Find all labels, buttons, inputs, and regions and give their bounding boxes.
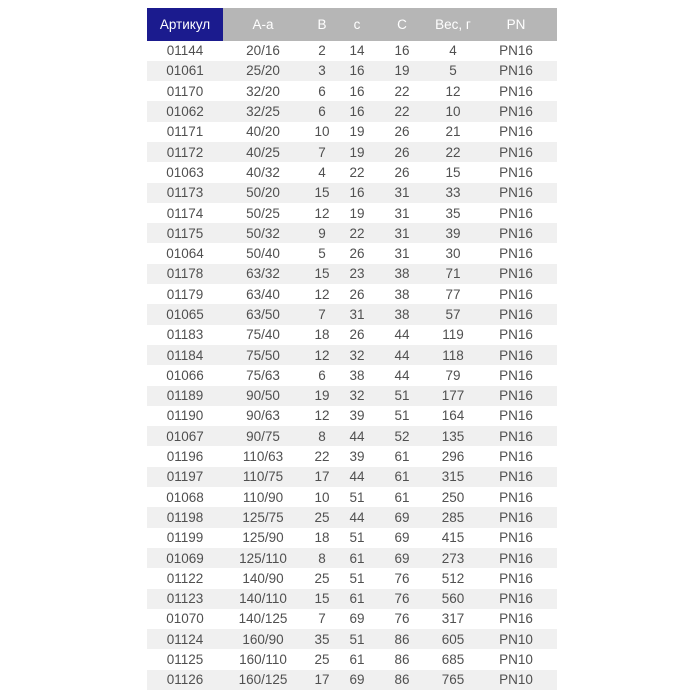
table-cell: 4 [449,43,457,59]
table-cell: 30 [445,246,461,262]
table-cell: 16 [349,63,365,79]
table-cell: 15 [314,185,330,201]
table-row [147,264,557,284]
table-cell: PN10 [499,672,533,688]
table-cell: 76 [394,591,410,607]
table-cell: 01178 [166,266,204,282]
table-cell: 32/20 [246,83,280,99]
table-cell: 01183 [166,327,204,343]
table-cell: 44 [394,327,410,343]
table-cell: 50/32 [246,225,280,241]
table-cell: 22 [394,104,410,120]
table-cell: 63/40 [246,286,280,302]
table-cell: 31 [394,246,410,262]
table-cell: 86 [394,652,410,668]
table-row [147,670,557,690]
table-cell: 01124 [166,631,204,647]
table-cell: 160/90 [242,631,284,647]
table-cell: 76 [394,570,410,586]
table-cell: 18 [314,530,330,546]
table-cell: PN16 [499,104,533,120]
table-cell: 8 [318,550,326,566]
table-cell: 01126 [166,672,204,688]
table-cell: 01175 [166,225,204,241]
table-cell: 77 [445,286,461,302]
table-cell: 26 [394,144,410,160]
table-row [147,142,557,162]
table-cell: 01196 [166,449,204,465]
table-cell: PN16 [499,124,533,140]
table-cell: 10 [314,489,330,505]
table-cell: 17 [314,672,330,688]
table-cell: 12 [314,347,330,363]
table-cell: 140/125 [238,611,288,627]
table-cell: 69 [349,611,365,627]
table-cell: PN16 [499,225,533,241]
table-cell: 5 [449,63,457,79]
table-cell: 25 [314,570,330,586]
table-cell: 31 [394,185,410,201]
table-cell: 22 [314,449,330,465]
table-cell: 69 [349,672,365,688]
table-cell: 5 [318,246,326,262]
table-row [147,101,557,121]
table-cell: PN16 [499,164,533,180]
table-cell: 20/16 [246,43,280,59]
table-cell: 164 [441,408,465,424]
table-cell: 01189 [166,388,204,404]
table-cell: PN16 [499,530,533,546]
table-cell: 01067 [166,428,204,444]
table-cell: PN16 [499,408,533,424]
table-cell: PN16 [499,43,533,59]
table-cell: 177 [441,388,465,404]
table-cell: 22 [349,164,365,180]
table-cell: 12 [314,286,330,302]
table-cell: PN16 [499,83,533,99]
table-cell: 52 [394,428,410,444]
table-cell: 01179 [166,286,204,302]
table-cell: PN16 [499,449,533,465]
table-cell: 01170 [166,83,204,99]
table-cell: 7 [318,611,326,627]
table-row [147,345,557,365]
table-cell: 01064 [166,246,204,262]
table-row [147,41,557,61]
table-cell: 160/110 [239,652,287,668]
table-cell: 71 [445,266,461,282]
table-cell: 285 [441,509,465,525]
table-cell: PN16 [499,286,533,302]
table-cell: PN16 [499,144,533,160]
table-cell: 317 [441,611,465,627]
table-cell: 17 [314,469,330,485]
table-cell: PN16 [499,570,533,586]
table-cell: 15 [445,164,461,180]
table-row [147,183,557,203]
table-cell: PN16 [499,469,533,485]
table-cell: 38 [394,286,410,302]
table-cell: 110/63 [242,449,284,465]
table-cell: 32/25 [246,104,280,120]
table-cell: 685 [441,652,465,668]
fitting-dimensions-table [147,8,557,690]
table-cell: 01172 [166,144,204,160]
table-cell: 01069 [166,550,204,566]
table-cell: 51 [349,530,365,546]
table-cell: 512 [441,570,465,586]
table-cell: 14 [349,43,365,59]
table-cell: 118 [442,347,464,363]
table-cell: 31 [394,225,410,241]
table-cell: 22 [445,144,461,160]
table-cell: 16 [349,83,365,99]
table-cell: 57 [445,307,461,322]
table-cell: 2 [318,43,326,59]
table-body [147,41,557,691]
table-cell: PN16 [499,307,533,322]
table-row [147,406,557,426]
table-cell: PN16 [499,591,533,607]
table-cell: 01065 [166,307,204,322]
table-cell: 140/90 [242,570,284,586]
table-cell: 01173 [166,185,204,201]
table-row [147,528,557,548]
table-cell: PN16 [499,327,533,343]
table-cell: 16 [394,43,410,59]
table-cell: 19 [314,388,330,404]
table-cell: 35 [445,205,461,221]
table-cell: 40/25 [246,144,280,160]
table-cell: 51 [349,570,365,586]
table-row [147,609,557,629]
table-cell: 23 [349,266,365,282]
table-cell: 119 [442,327,464,343]
table-cell: 63/32 [246,266,280,282]
table-cell: 01171 [166,124,204,140]
column-header-article: Артикул [147,8,223,41]
table-cell: 86 [394,672,410,688]
table-cell: PN16 [499,205,533,221]
table-cell: 273 [441,550,465,566]
table-cell: 79 [445,367,461,383]
table-cell: 51 [349,489,365,505]
table-cell: 51 [394,408,410,424]
table-cell: 63/50 [246,307,280,322]
table-cell: 01070 [166,611,204,627]
table-cell: 140/110 [239,591,287,607]
table-cell: 125/110 [239,550,287,566]
table-cell: 44 [394,367,410,383]
table-cell: 765 [441,672,465,688]
table-cell: 44 [349,469,365,485]
table-cell: 01198 [166,509,204,525]
table-row [147,243,557,263]
table-cell: 01063 [166,164,204,180]
table-cell: 6 [318,83,326,99]
table-cell: 61 [394,449,410,465]
table-cell: 26 [394,124,410,140]
table-cell: PN16 [499,347,533,363]
table-row [147,426,557,446]
table-cell: 61 [349,591,365,607]
table-cell: 315 [441,469,465,485]
table-cell: 39 [349,408,365,424]
table-cell: PN16 [499,185,533,201]
table-cell: 40/32 [246,164,280,180]
table-cell: PN16 [499,509,533,525]
table-cell: 296 [441,449,465,465]
table-cell: 10 [314,124,330,140]
column-header-c-big: C [373,8,431,41]
table-cell: 26 [349,246,365,262]
table-cell: 61 [394,489,410,505]
table-row [147,386,557,406]
table-cell: 75/40 [246,327,280,343]
table-cell: 25 [314,509,330,525]
table-cell: 90/75 [246,428,280,444]
table-cell: PN16 [499,388,533,404]
table-row [147,507,557,527]
column-header-pn: PN [475,8,557,41]
table-cell: 25/20 [246,63,280,79]
table-row [147,61,557,81]
column-header-a-a: A-a [223,8,303,41]
table-cell: 21 [445,124,461,140]
table-cell: 7 [318,307,326,322]
table-cell: PN10 [499,631,533,647]
table-cell: 76 [394,611,410,627]
table-cell: PN16 [499,489,533,505]
table-cell: 40/20 [246,124,280,140]
table-cell: 19 [349,144,365,160]
table-cell: 22 [394,83,410,99]
table-cell: 50/20 [246,185,280,201]
table-cell: 32 [349,388,365,404]
table-cell: 90/63 [246,408,280,424]
table-cell: 6 [318,104,326,120]
table-cell: 16 [349,104,365,120]
table-cell: PN16 [499,428,533,444]
table-cell: 38 [349,367,365,383]
table-cell: 44 [349,509,365,525]
table-cell: 01066 [166,367,204,383]
table-row [147,81,557,101]
table-cell: 250 [441,489,465,505]
table-row [147,325,557,345]
table-cell: 125/75 [242,509,284,525]
table-cell: 51 [394,388,410,404]
table-row [147,487,557,507]
table-cell: 01125 [166,652,204,668]
table-cell: 12 [314,205,330,221]
table-cell: 9 [318,225,326,241]
table-cell: 01068 [166,489,204,505]
table-cell: 75/63 [246,367,280,383]
table-row [147,223,557,243]
table-cell: PN16 [499,63,533,79]
table-cell: 44 [349,428,365,444]
table-cell: 38 [394,307,410,322]
table-row [147,467,557,487]
table-cell: 31 [349,307,365,322]
table-cell: PN16 [499,611,533,627]
table-cell: PN16 [499,246,533,262]
table-row [147,446,557,466]
table-row [147,162,557,182]
table-cell: 18 [314,327,330,343]
table-cell: 3 [318,63,326,79]
table-row [147,568,557,588]
table-cell: 39 [445,225,461,241]
table-row [147,122,557,142]
table-cell: 50/40 [246,246,280,262]
table-cell: 69 [394,530,410,546]
table-row [147,548,557,568]
table-cell: 01061 [166,63,204,79]
table-cell: PN16 [499,266,533,282]
table-cell: 415 [441,530,465,546]
table-row [147,304,557,324]
table-cell: 01199 [166,530,204,546]
table-cell: 32 [349,347,365,363]
table-cell: 01197 [166,469,204,485]
column-header-c-small: c [341,8,373,41]
table-cell: 69 [394,550,410,566]
table-cell: 560 [441,591,465,607]
table-row [147,649,557,669]
table-cell: 15 [314,266,330,282]
table-cell: 16 [349,185,365,201]
table-cell: 61 [349,550,365,566]
table-cell: 8 [318,428,326,444]
table-cell: 6 [318,367,326,383]
table-cell: 75/50 [246,347,280,363]
table-cell: 110/75 [242,469,284,485]
table-cell: 26 [349,327,365,343]
table-cell: PN16 [499,550,533,566]
table-cell: 125/90 [242,530,284,546]
table-cell: 01174 [166,205,204,221]
table-cell: 26 [394,164,410,180]
table-cell: 135 [441,428,465,444]
table-cell: 69 [394,509,410,525]
table-cell: 10 [445,104,461,120]
table-cell: 01122 [166,570,204,586]
table-cell: 33 [445,185,461,201]
table-cell: 61 [349,652,365,668]
table-cell: 51 [349,631,365,647]
table-cell: 38 [394,266,410,282]
table-cell: 25 [314,652,330,668]
table-cell: 19 [349,205,365,221]
table-cell: PN10 [499,652,533,668]
table-cell: 39 [349,449,365,465]
table-cell: 110/90 [242,489,284,505]
table-cell: 12 [445,83,461,99]
table-cell: 31 [394,205,410,221]
table-cell: PN16 [499,367,533,383]
table-cell: 26 [349,286,365,302]
table-cell: 01123 [166,591,204,607]
table-cell: 12 [314,408,330,424]
table-cell: 35 [314,631,330,647]
table-cell: 61 [394,469,410,485]
table-cell: 86 [394,631,410,647]
table-cell: 01062 [166,104,204,120]
table-row [147,284,557,304]
table-row [147,589,557,609]
table-cell: 01184 [166,347,204,363]
table-cell: 7 [318,144,326,160]
column-header-b: B [303,8,341,41]
table-cell: 605 [441,631,465,647]
table-cell: 22 [349,225,365,241]
table-cell: 4 [318,164,326,180]
table-cell: 50/25 [246,205,280,221]
table-row [147,629,557,649]
table-cell: 01190 [166,408,204,424]
table-cell: 44 [394,347,410,363]
table-cell: 01144 [166,43,204,59]
column-header-weight: Вес, г [431,8,475,41]
table-cell: 19 [394,63,410,79]
table-cell: 160/125 [238,672,288,688]
table-row [147,365,557,385]
table-cell: 90/50 [246,388,280,404]
table-header-row [147,8,557,41]
table-row [147,203,557,223]
table-cell: 19 [349,124,365,140]
table-cell: 15 [314,591,330,607]
